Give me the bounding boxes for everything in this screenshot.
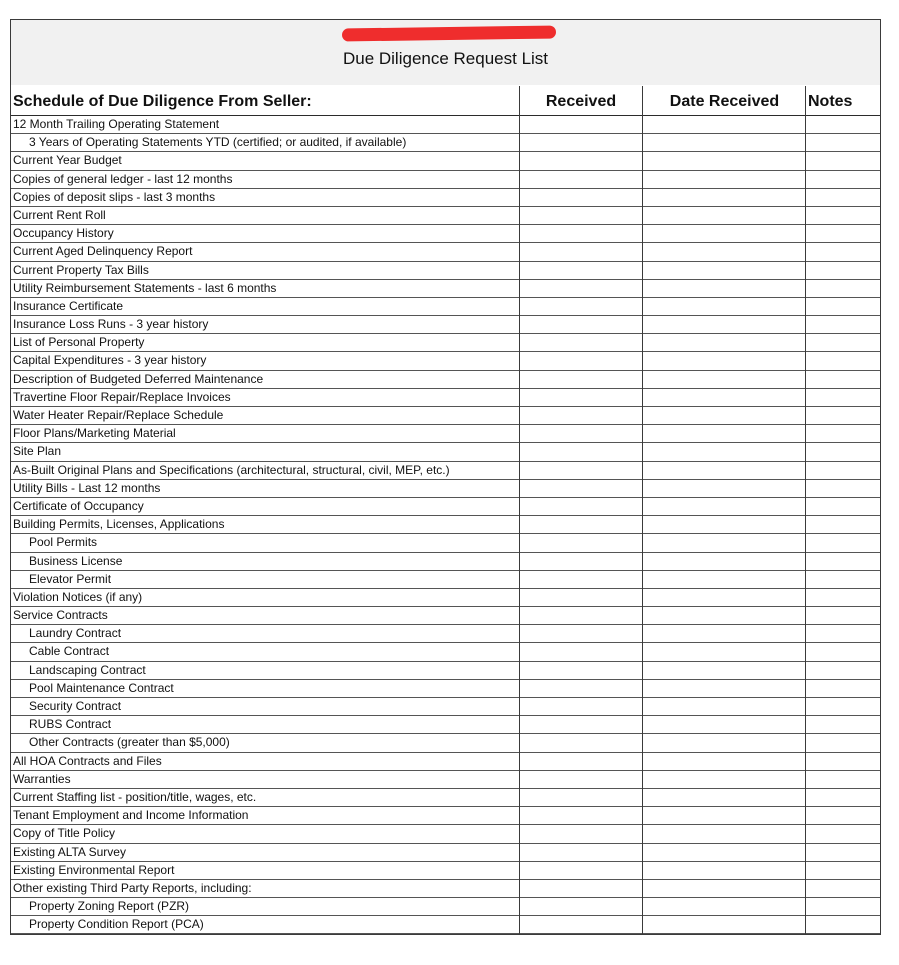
table-row <box>11 643 880 661</box>
table-row <box>11 625 880 643</box>
table-row <box>11 680 880 698</box>
table-row <box>11 862 880 880</box>
row-label: Tenant Employment and Income Information <box>13 808 249 823</box>
row-label: List of Personal Property <box>13 335 145 350</box>
table-row <box>11 844 880 862</box>
row-label: Current Aged Delinquency Report <box>13 244 193 259</box>
row-label: Current Year Budget <box>13 153 122 168</box>
table-row <box>11 771 880 789</box>
table-row <box>11 480 880 498</box>
table-row <box>11 753 880 771</box>
row-label: Current Property Tax Bills <box>13 262 149 277</box>
table-row <box>11 207 880 225</box>
row-label: Site Plan <box>13 444 62 459</box>
row-label: 3 Years of Operating Statements YTD (certified; or audited, if available) <box>29 135 407 150</box>
table-row <box>11 462 880 480</box>
row-label: Travertine Floor Repair/Replace Invoices <box>13 389 231 404</box>
redaction-mark <box>342 26 556 42</box>
table-row <box>11 716 880 734</box>
header-schedule: Schedule of Due Diligence From Seller: <box>13 93 312 110</box>
row-label: Insurance Loss Runs - 3 year history <box>13 317 209 332</box>
table-row <box>11 389 880 407</box>
header-received: Received <box>545 93 617 110</box>
row-label: Building Permits, Licenses, Applications <box>13 517 225 532</box>
row-label: Copies of general ledger - last 12 months <box>13 171 233 186</box>
row-label: Existing ALTA Survey <box>13 844 126 859</box>
table-row <box>11 262 880 280</box>
column-divider-notes <box>805 86 806 934</box>
row-label: Copy of Title Policy <box>13 826 116 841</box>
table-row <box>11 825 880 843</box>
row-label: Security Contract <box>29 699 122 713</box>
table-row <box>11 807 880 825</box>
column-header-row <box>11 85 880 116</box>
table-row <box>11 298 880 316</box>
row-label: Business License <box>29 553 123 568</box>
table-row <box>11 571 880 589</box>
document-title: Due Diligence Request List <box>342 49 549 68</box>
row-label: RUBS Contract <box>29 717 112 732</box>
table-row <box>11 243 880 261</box>
row-label: Description of Budgeted Deferred Maintenance <box>13 371 264 386</box>
column-divider-date <box>642 86 643 934</box>
row-label: As-Built Original Plans and Specifications (architectural, structural, civil, MEP, etc.) <box>13 462 450 477</box>
row-label: Warranties <box>13 771 71 786</box>
row-label: Utility Reimbursement Statements - last 6 months <box>13 280 277 295</box>
row-label: Floor Plans/Marketing Material <box>13 426 176 441</box>
row-label: All HOA Contracts and Files <box>13 753 162 768</box>
table-row <box>11 152 880 170</box>
row-label: Existing Environmental Report <box>13 862 175 877</box>
row-label: Insurance Certificate <box>13 298 124 313</box>
table-row <box>11 316 880 334</box>
header-notes: Notes <box>808 93 853 110</box>
due-diligence-sheet <box>10 19 881 935</box>
table-row <box>11 334 880 352</box>
table-row <box>11 607 880 625</box>
table-row <box>11 789 880 807</box>
row-label: Service Contracts <box>13 608 108 623</box>
table-row <box>11 225 880 243</box>
table-row <box>11 698 880 716</box>
row-label: 12 Month Trailing Operating Statement <box>13 117 220 131</box>
table-row <box>11 498 880 516</box>
table-row <box>11 280 880 298</box>
table-row <box>11 916 880 934</box>
table-row <box>11 516 880 534</box>
table-row <box>11 425 880 443</box>
row-label: Violation Notices (if any) <box>13 589 143 604</box>
row-label: Certificate of Occupancy <box>13 498 144 513</box>
row-label: Current Staffing list - position/title, wages, etc. <box>13 789 257 804</box>
table-row <box>11 407 880 425</box>
row-label: Other Contracts (greater than $5,000) <box>29 735 230 750</box>
row-label: Current Rent Roll <box>13 207 106 222</box>
row-label: Pool Permits <box>29 535 98 550</box>
table-row <box>11 371 880 389</box>
row-label: Other existing Third Party Reports, including: <box>13 880 252 895</box>
table-row <box>11 734 880 752</box>
header-date-received: Date Received <box>669 93 780 110</box>
row-label: Copies of deposit slips - last 3 months <box>13 189 216 204</box>
row-label: Property Zoning Report (PZR) <box>29 899 190 914</box>
table-row <box>11 352 880 370</box>
row-label: Water Heater Repair/Replace Schedule <box>13 408 224 422</box>
row-label: Property Condition Report (PCA) <box>29 917 204 932</box>
row-label: Pool Maintenance Contract <box>29 680 174 695</box>
table-row <box>11 898 880 916</box>
table-row <box>11 443 880 461</box>
row-label: Capital Expenditures - 3 year history <box>13 353 207 368</box>
table-row <box>11 134 880 152</box>
column-divider-received <box>519 86 520 934</box>
table-row <box>11 589 880 607</box>
row-label: Occupancy History <box>13 226 114 241</box>
row-label: Utility Bills - Last 12 months <box>13 480 161 495</box>
checklist-rows <box>11 116 880 934</box>
row-label: Cable Contract <box>29 644 110 659</box>
table-row <box>11 189 880 207</box>
row-label: Elevator Permit <box>29 571 112 586</box>
table-row <box>11 116 880 134</box>
table-row <box>11 662 880 680</box>
table-row <box>11 880 880 898</box>
table-row <box>11 171 880 189</box>
title-band <box>11 20 880 85</box>
table-row <box>11 553 880 571</box>
table-row <box>11 534 880 552</box>
row-label: Laundry Contract <box>29 626 122 641</box>
row-label: Landscaping Contract <box>29 662 146 677</box>
